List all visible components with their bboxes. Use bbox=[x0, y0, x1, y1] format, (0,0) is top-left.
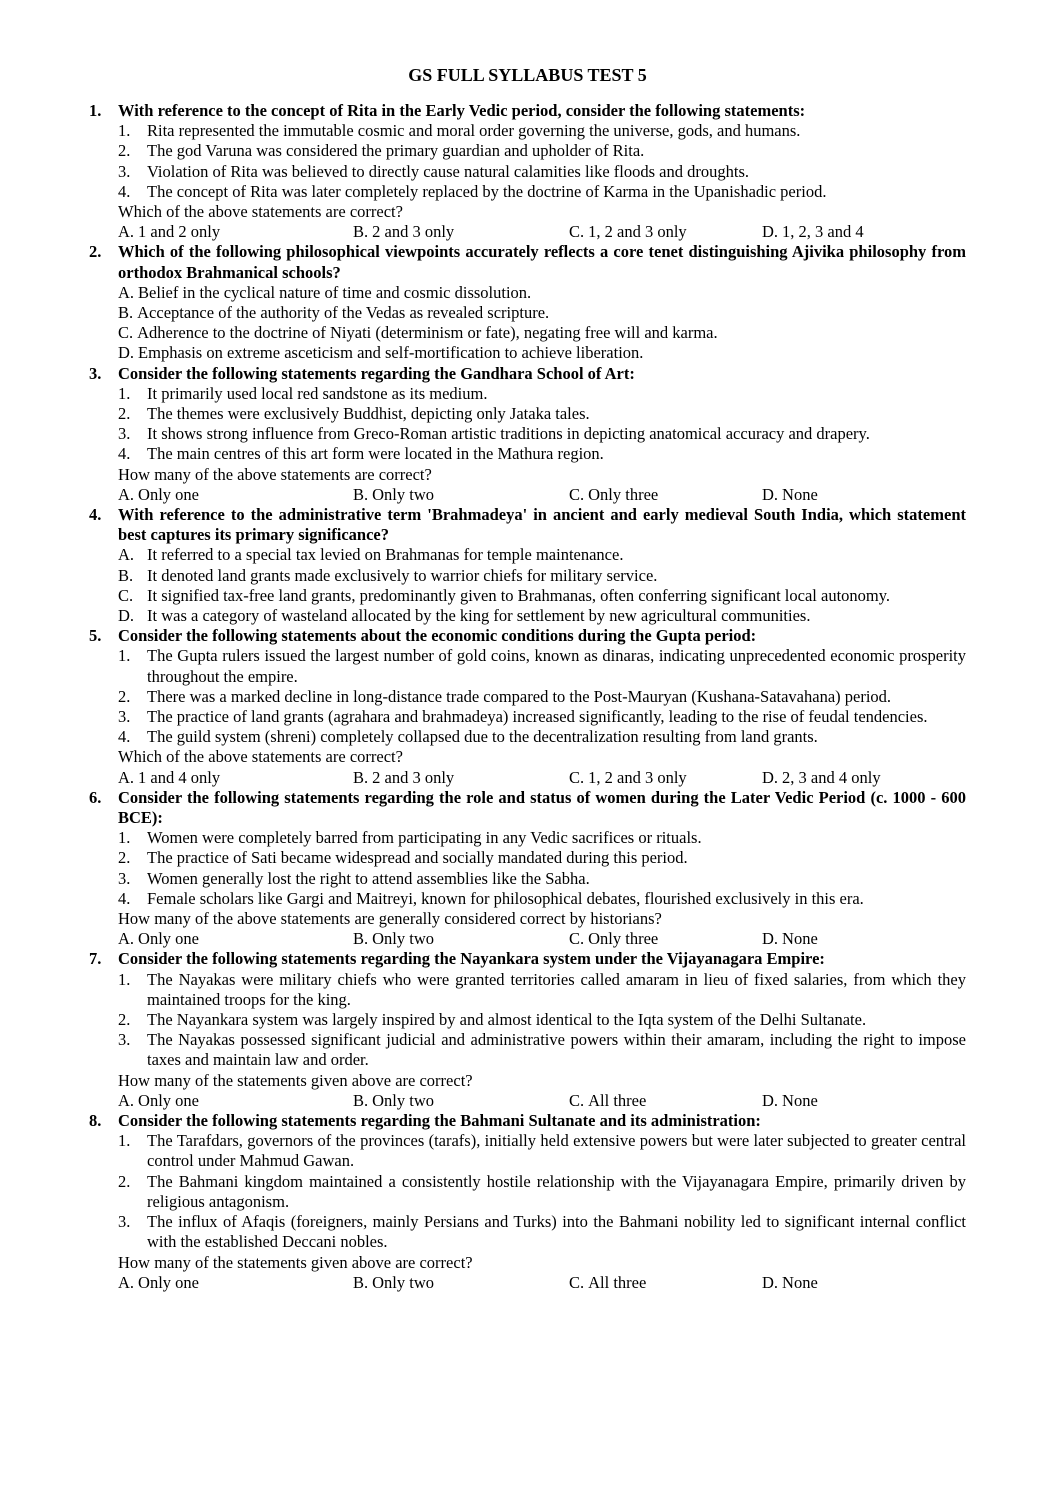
statement-label: 4. bbox=[118, 181, 131, 201]
option-a-label: A. bbox=[118, 767, 135, 787]
statement-label: D. bbox=[118, 343, 135, 363]
statement bbox=[118, 566, 966, 586]
option-c-label: C. bbox=[569, 1272, 585, 1292]
option-b-text: Only two bbox=[372, 484, 435, 504]
option-b-label: B. bbox=[353, 929, 369, 949]
option-a-text: Only one bbox=[138, 929, 199, 949]
option-a-label: A. bbox=[118, 222, 135, 242]
option-b-label: B. bbox=[353, 1272, 369, 1292]
statement-text: The Tarafdars, governors of the provinces (tarafs), initially held extensive powers but were later subjected to greater central control under Mahmud Gawan. bbox=[147, 1131, 966, 1171]
statement bbox=[118, 889, 966, 909]
closing-question: Which of the above statements are correct? bbox=[118, 747, 403, 767]
statement bbox=[118, 1010, 966, 1030]
statement bbox=[118, 606, 966, 626]
closing-question: How many of the statements given above are correct? bbox=[118, 1070, 473, 1090]
statement-text: It was a category of wasteland allocated by the king for settlement by new agricultural communities. bbox=[147, 606, 811, 626]
statement bbox=[118, 1212, 966, 1252]
statement bbox=[118, 970, 966, 1010]
page-title: GS FULL SYLLABUS TEST 5 bbox=[408, 65, 647, 85]
statement-label: B. bbox=[118, 303, 134, 323]
question-number: 7. bbox=[89, 949, 102, 969]
option-a-label: A. bbox=[118, 1090, 135, 1110]
option-c-label: C. bbox=[569, 767, 585, 787]
statement-label: 3. bbox=[118, 1212, 131, 1232]
option-b bbox=[353, 929, 434, 949]
statement-label: C. bbox=[118, 323, 134, 343]
statement-label: B. bbox=[118, 565, 134, 585]
statement-text: The influx of Afaqis (foreigners, mainly Persians and Turks) into the Bahmani nobility led to significant internal conflict with the established Deccani nobles. bbox=[147, 1212, 966, 1252]
option-a-text: Only one bbox=[138, 1090, 199, 1110]
option-c-label: C. bbox=[569, 484, 585, 504]
option-c-text: All three bbox=[588, 1272, 647, 1292]
statement bbox=[118, 444, 966, 464]
statement-label: A. bbox=[118, 282, 135, 302]
option-d-label: D. bbox=[762, 929, 779, 949]
statement-label: 3. bbox=[118, 707, 131, 727]
option-c-text: All three bbox=[588, 1090, 647, 1110]
option-d-text: 2, 3 and 4 only bbox=[782, 767, 881, 787]
option-c bbox=[569, 222, 687, 242]
option-a bbox=[118, 485, 199, 505]
statement bbox=[118, 323, 966, 343]
statement-label: 1. bbox=[118, 383, 131, 403]
option-a-label: A. bbox=[118, 484, 135, 504]
option-a-text: Only one bbox=[138, 484, 199, 504]
option-b-text: Only two bbox=[372, 1090, 435, 1110]
statement-label: 1. bbox=[118, 969, 131, 989]
question-stem: Consider the following statements regarding the Nayankara system under the Vijayanagara Empire: bbox=[118, 949, 825, 969]
option-d bbox=[762, 1091, 818, 1111]
question-stem: Consider the following statements regarding the Bahmani Sultanate and its administration: bbox=[118, 1111, 761, 1131]
statement-text: Belief in the cyclical nature of time and cosmic dissolution. bbox=[138, 282, 532, 302]
statement bbox=[118, 828, 966, 848]
options-row bbox=[118, 222, 966, 242]
option-c-label: C. bbox=[569, 1090, 585, 1110]
option-b bbox=[353, 1091, 434, 1111]
option-c-text: Only three bbox=[588, 929, 659, 949]
statement-list bbox=[118, 1131, 966, 1252]
statement-text: The Nayakas possessed significant judicial and administrative powers within their amaram, including the right to impose taxes and maintain law and order. bbox=[147, 1030, 966, 1070]
option-b bbox=[353, 1273, 434, 1293]
question-body bbox=[118, 788, 966, 950]
option-b-text: 2 and 3 only bbox=[372, 222, 455, 242]
statement bbox=[118, 384, 966, 404]
option-d bbox=[762, 929, 818, 949]
statement-label: 2. bbox=[118, 1010, 131, 1030]
question-body bbox=[118, 505, 966, 626]
statement-text: Women were completely barred from participating in any Vedic sacrifices or rituals. bbox=[147, 828, 702, 848]
statement-text: Emphasis on extreme asceticism and self-mortification to achieve liberation. bbox=[138, 343, 644, 363]
option-a-label: A. bbox=[118, 929, 135, 949]
statement-label: 3. bbox=[118, 868, 131, 888]
option-b bbox=[353, 485, 434, 505]
statement bbox=[118, 141, 966, 161]
option-d-text: None bbox=[782, 1272, 818, 1292]
options-row bbox=[118, 485, 966, 505]
question-body bbox=[118, 1111, 966, 1293]
statement-text: The practice of Sati became widespread and socially mandated during this period. bbox=[147, 848, 688, 868]
statement-label: 3. bbox=[118, 424, 131, 444]
statement bbox=[118, 687, 966, 707]
statement-text: It primarily used local red sandstone as its medium. bbox=[147, 383, 488, 403]
statement-label: 3. bbox=[118, 161, 131, 181]
question-stem: Which of the following philosophical viewpoints accurately reflects a core tenet distinguishing Ajivika philosophy from orthodox Brahmanical schools? bbox=[118, 242, 966, 282]
question bbox=[89, 788, 966, 950]
statement bbox=[118, 869, 966, 889]
statement-text: There was a marked decline in long-distance trade compared to the Post-Mauryan (Kushana-Satavahana) period. bbox=[147, 686, 892, 706]
statement bbox=[118, 404, 966, 424]
option-d-text: None bbox=[782, 929, 818, 949]
question-stem: Consider the following statements regarding the role and status of women during the Later Vedic Period (c. 1000 - 600 BCE): bbox=[118, 787, 966, 828]
option-d-label: D. bbox=[762, 484, 779, 504]
statement-text: Female scholars like Gargi and Maitreyi, known for philosophical debates, flourished exclusively in this era. bbox=[147, 888, 864, 908]
statement-list bbox=[118, 828, 966, 909]
question bbox=[89, 101, 966, 242]
question-stem: Consider the following statements about the economic conditions during the Gupta period: bbox=[118, 626, 757, 646]
question-number: 1. bbox=[89, 101, 102, 120]
statement bbox=[118, 545, 966, 565]
statement-list bbox=[118, 283, 966, 364]
option-d-label: D. bbox=[762, 1272, 779, 1292]
option-c bbox=[569, 768, 687, 788]
option-c-text: 1, 2 and 3 only bbox=[588, 767, 687, 787]
statement bbox=[118, 1030, 966, 1070]
question bbox=[89, 242, 966, 363]
option-b-label: B. bbox=[353, 767, 369, 787]
statement-text: Acceptance of the authority of the Vedas as revealed scripture. bbox=[137, 303, 550, 323]
option-b bbox=[353, 222, 454, 242]
option-a-text: 1 and 2 only bbox=[138, 222, 221, 242]
statement-text: Adherence to the doctrine of Niyati (determinism or fate), negating free will and karma. bbox=[137, 323, 718, 343]
statement-text: It signified tax-free land grants, predominantly given to Brahmanas, often conferring significant local autonomy. bbox=[147, 585, 891, 605]
statement-text: The themes were exclusively Buddhist, depicting only Jataka tales. bbox=[147, 404, 590, 424]
option-d-label: D. bbox=[762, 1090, 779, 1110]
option-c bbox=[569, 1273, 646, 1293]
statement-label: 4. bbox=[118, 444, 131, 464]
question-number: 4. bbox=[89, 505, 102, 525]
statement-text: The god Varuna was considered the primary guardian and upholder of Rita. bbox=[147, 141, 645, 161]
statement bbox=[118, 343, 966, 363]
question-stem: With reference to the concept of Rita in the Early Vedic period, consider the following statements: bbox=[118, 101, 806, 120]
statement-label: 2. bbox=[118, 141, 131, 161]
statement bbox=[118, 727, 966, 747]
statement-list bbox=[118, 384, 966, 465]
options-row bbox=[118, 929, 966, 949]
statement-label: 4. bbox=[118, 727, 131, 747]
statement-list bbox=[118, 121, 966, 202]
statement bbox=[118, 303, 966, 323]
option-a-text: 1 and 4 only bbox=[138, 767, 221, 787]
statement-text: The main centres of this art form were located in the Mathura region. bbox=[147, 444, 604, 464]
statement-text: The Bahmani kingdom maintained a consistently hostile relationship with the Vijayanagara Empire, primarily driven by religious antagonism. bbox=[147, 1171, 966, 1211]
statement-text: It referred to a special tax levied on Brahmanas for temple maintenance. bbox=[147, 545, 624, 565]
option-c-text: Only three bbox=[588, 484, 659, 504]
statement-label: 1. bbox=[118, 121, 131, 141]
question-number: 5. bbox=[89, 626, 102, 646]
statement-label: 1. bbox=[118, 646, 131, 666]
closing-question: How many of the above statements are generally considered correct by historians? bbox=[118, 909, 662, 929]
option-b-text: Only two bbox=[372, 1272, 435, 1292]
statement-label: 4. bbox=[118, 888, 131, 908]
option-c bbox=[569, 1091, 646, 1111]
question-body bbox=[118, 626, 966, 788]
question-number: 3. bbox=[89, 363, 102, 383]
option-d bbox=[762, 768, 881, 788]
options-row bbox=[118, 1091, 966, 1111]
closing-question: Which of the above statements are correct? bbox=[118, 202, 403, 222]
option-d-label: D. bbox=[762, 767, 779, 787]
option-d bbox=[762, 1273, 818, 1293]
statement-text: Rita represented the immutable cosmic and moral order governing the universe, gods, and humans. bbox=[147, 121, 801, 141]
statement-list bbox=[118, 646, 966, 747]
option-a bbox=[118, 1091, 199, 1111]
question-number: 8. bbox=[89, 1111, 102, 1131]
question-body bbox=[118, 949, 966, 1111]
option-d-text: 1, 2, 3 and 4 bbox=[782, 222, 864, 242]
statement bbox=[118, 121, 966, 141]
statement bbox=[118, 848, 966, 868]
statement-text: It shows strong influence from Greco-Roman artistic traditions in depicting anatomical accuracy and drapery. bbox=[147, 424, 870, 444]
options-row bbox=[118, 1273, 966, 1293]
statement bbox=[118, 283, 966, 303]
option-b-label: B. bbox=[353, 222, 369, 242]
statement-label: 2. bbox=[118, 1171, 131, 1191]
option-c-text: 1, 2 and 3 only bbox=[588, 222, 687, 242]
question-stem: Consider the following statements regarding the Gandhara School of Art: bbox=[118, 363, 635, 383]
statement-text: The Nayakas were military chiefs who were granted territories called amaram in lieu of fixed salaries, from which they maintained troops for the king. bbox=[147, 969, 966, 1009]
option-b-label: B. bbox=[353, 484, 369, 504]
option-a bbox=[118, 929, 199, 949]
option-c bbox=[569, 929, 658, 949]
question-body bbox=[118, 242, 966, 363]
statement-text: The concept of Rita was later completely replaced by the doctrine of Karma in the Upanishadic period. bbox=[147, 181, 827, 201]
question-number: 6. bbox=[89, 787, 102, 807]
statement bbox=[118, 707, 966, 727]
closing-question: How many of the statements given above are correct? bbox=[118, 1252, 473, 1272]
statement-label: 3. bbox=[118, 1030, 131, 1050]
question-body bbox=[118, 364, 966, 505]
statement bbox=[118, 1131, 966, 1171]
option-b-text: 2 and 3 only bbox=[372, 767, 455, 787]
option-b bbox=[353, 768, 454, 788]
question-stem: With reference to the administrative term 'Brahmadeya' in ancient and early medieval South India, which statement best captures its primary significance? bbox=[118, 505, 966, 545]
statement-text: The practice of land grants (agrahara and brahmadeya) increased significantly, leading to the rise of feudal tendencies. bbox=[147, 707, 928, 727]
option-d bbox=[762, 222, 864, 242]
statement-text: Violation of Rita was believed to directly cause natural calamities like floods and droughts. bbox=[147, 161, 750, 181]
statement-label: 2. bbox=[118, 848, 131, 868]
option-c-label: C. bbox=[569, 929, 585, 949]
question bbox=[89, 1111, 966, 1293]
statement-text: It denoted land grants made exclusively to warrior chiefs for military service. bbox=[147, 565, 658, 585]
question bbox=[89, 505, 966, 626]
option-a-label: A. bbox=[118, 1272, 135, 1292]
option-b-label: B. bbox=[353, 1090, 369, 1110]
statement-text: The Nayankara system was largely inspired by and almost identical to the Iqta system of the Delhi Sultanate. bbox=[147, 1010, 867, 1030]
statement bbox=[118, 646, 966, 686]
statement-list bbox=[118, 970, 966, 1071]
question bbox=[89, 364, 966, 505]
statement-label: 2. bbox=[118, 404, 131, 424]
statement-label: 1. bbox=[118, 1131, 131, 1151]
question-body bbox=[118, 101, 966, 242]
option-d bbox=[762, 485, 818, 505]
question bbox=[89, 949, 966, 1111]
statement-list bbox=[118, 545, 966, 626]
statement bbox=[118, 1172, 966, 1212]
closing-question: How many of the above statements are correct? bbox=[118, 464, 432, 484]
option-a bbox=[118, 222, 220, 242]
statement-label: A. bbox=[118, 545, 135, 565]
statement-label: C. bbox=[118, 585, 134, 605]
option-c-label: C. bbox=[569, 222, 585, 242]
statement bbox=[118, 162, 966, 182]
statement-label: D. bbox=[118, 606, 135, 626]
statement bbox=[118, 182, 966, 202]
statement-text: Women generally lost the right to attend assemblies like the Sabha. bbox=[147, 868, 590, 888]
question-number: 2. bbox=[89, 242, 102, 262]
option-d-text: None bbox=[782, 484, 818, 504]
option-a-text: Only one bbox=[138, 1272, 199, 1292]
option-a bbox=[118, 768, 220, 788]
statement-text: The Gupta rulers issued the largest number of gold coins, known as dinaras, indicating unprecedented economic prosperity throughout the empire. bbox=[147, 646, 966, 686]
option-c bbox=[569, 485, 658, 505]
questions-list bbox=[89, 101, 966, 1293]
option-a bbox=[118, 1273, 199, 1293]
statement bbox=[118, 424, 966, 444]
statement-label: 2. bbox=[118, 686, 131, 706]
question bbox=[89, 626, 966, 788]
statement-text: The guild system (shreni) completely collapsed due to the decentralization resulting from land grants. bbox=[147, 727, 818, 747]
statement bbox=[118, 586, 966, 606]
option-b-text: Only two bbox=[372, 929, 435, 949]
options-row bbox=[118, 768, 966, 788]
option-d-text: None bbox=[782, 1090, 818, 1110]
statement-label: 1. bbox=[118, 828, 131, 848]
option-d-label: D. bbox=[762, 222, 779, 242]
